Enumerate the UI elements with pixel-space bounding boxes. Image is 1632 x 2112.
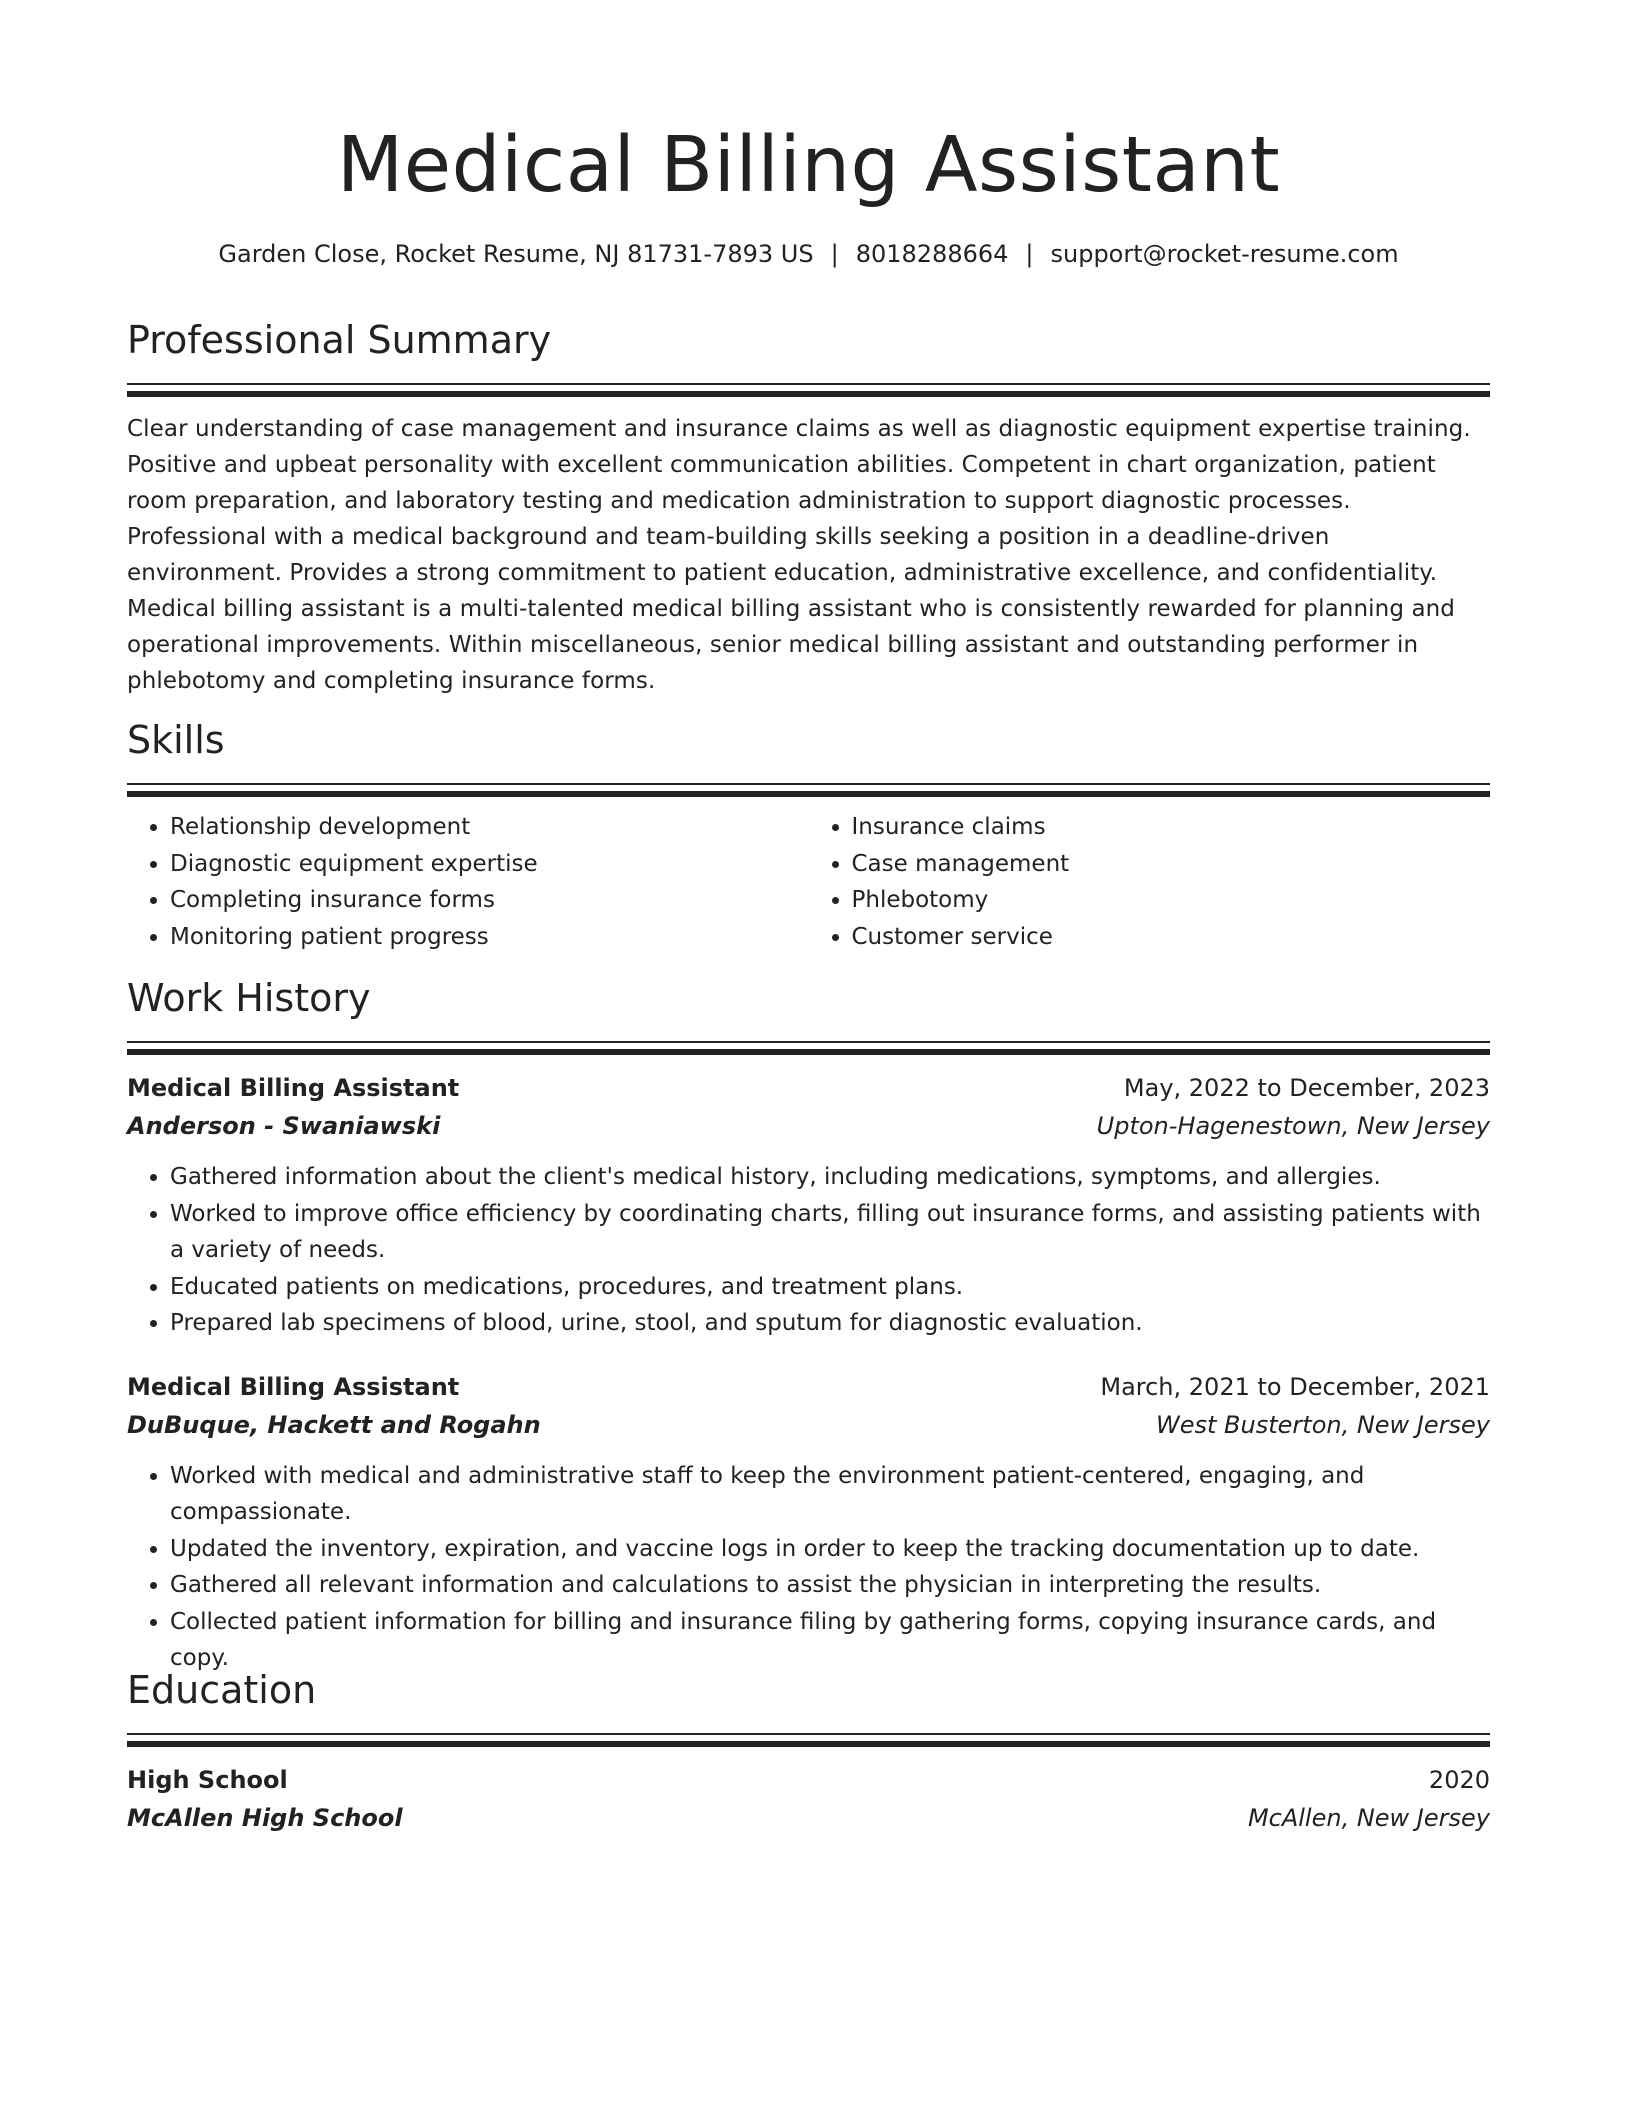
contact-line <box>127 238 1490 270</box>
job-subheader <box>127 1107 1490 1145</box>
job-dates: May, 2022 to December, 2023 <box>1123 1074 1490 1102</box>
education-entry <box>127 1761 1490 1837</box>
education-section <box>127 1665 1490 1837</box>
skill-item: • Monitoring patient progress <box>170 919 809 956</box>
job-bullet: • Gathered all relevant information and calculations to assist the physician in interpreting the results. <box>170 1567 1490 1604</box>
summary-text: Clear understanding of case management and insurance claims as well as diagnostic equipment expertise training. Positive and upbeat personality with excellent communication abilities. Competent in chart organization, patient room preparation, and laboratory testing and medication administration to support diagnostic processes. Professional with a medical background and team-building skills seeking a position in a deadline-driven environment. Provides a strong commitment to patient education, administrative excellence, and confidentiality. Medical billing assistant is a multi-talented medical billing assistant who is consistently rewarded for planning and operational improvements. Within miscellaneous, senior medical billing assistant and outstanding performer in phlebotomy and completing insurance forms. <box>127 416 1471 694</box>
skills-column-right <box>809 809 1491 955</box>
resume-name: Medical Billing Assistant <box>336 121 1281 210</box>
education-school: McAllen High School <box>127 1804 403 1832</box>
section-divider <box>127 391 1490 397</box>
education-header <box>127 1761 1490 1799</box>
skill-item: • Diagnostic equipment expertise <box>170 846 809 883</box>
job-bullet: • Worked with medical and administrative staff to keep the environment patient-centered, engaging, and compassionate. <box>170 1458 1490 1531</box>
work-history-heading: Work History <box>127 976 371 1020</box>
education-subheader <box>127 1799 1490 1837</box>
education-year: 2020 <box>1428 1766 1490 1794</box>
contact-separator: | <box>830 240 839 268</box>
summary-heading: Professional Summary <box>127 318 552 362</box>
job-subheader <box>127 1406 1490 1444</box>
job-bullet: • Updated the inventory, expiration, and vaccine logs in order to keep the tracking documentation up to date. <box>170 1531 1490 1568</box>
skill-item: • Case management <box>852 846 1491 883</box>
section-divider <box>127 1733 1490 1735</box>
section-divider <box>127 783 1490 785</box>
section-divider <box>127 791 1490 797</box>
skills-column-left <box>127 809 809 955</box>
job-entry <box>127 1368 1490 1677</box>
skill-item: • Phlebotomy <box>852 882 1491 919</box>
job-bullets <box>127 1159 1490 1342</box>
job-bullets <box>127 1458 1490 1677</box>
education-heading: Education <box>127 1668 317 1712</box>
skill-item: • Completing insurance forms <box>170 882 809 919</box>
job-location: Upton-Hagenestown, New Jersey <box>1096 1112 1490 1140</box>
contact-separator: | <box>1025 240 1034 268</box>
job-company: DuBuque, Hackett and Rogahn <box>127 1410 541 1439</box>
work-history-section <box>127 973 1490 1677</box>
education-location: McAllen, New Jersey <box>1247 1804 1490 1832</box>
skill-item: • Relationship development <box>170 809 809 846</box>
skill-item: • Insurance claims <box>852 809 1491 846</box>
contact-phone: 8018288664 <box>855 240 1009 268</box>
job-header <box>127 1368 1490 1406</box>
job-bullet: • Worked to improve office efficiency by coordinating charts, filling out insurance forms, and assisting patients with a variety of needs. <box>170 1196 1490 1269</box>
job-bullet: • Prepared lab specimens of blood, urine, stool, and sputum for diagnostic evaluation. <box>170 1305 1490 1342</box>
job-title: Medical Billing Assistant <box>127 1372 460 1401</box>
section-divider <box>127 383 1490 385</box>
job-title: Medical Billing Assistant <box>127 1074 460 1102</box>
skill-item: • Customer service <box>852 919 1491 956</box>
contact-address: Garden Close, Rocket Resume, NJ 81731-7893 US <box>218 240 814 268</box>
education-degree: High School <box>127 1766 288 1794</box>
job-company: Anderson - Swaniawski <box>127 1112 441 1140</box>
job-bullet: • Educated patients on medications, procedures, and treatment plans. <box>170 1269 1490 1306</box>
section-divider <box>127 1049 1490 1055</box>
contact-email: support@rocket-resume.com <box>1050 240 1399 268</box>
section-divider <box>127 1741 1490 1747</box>
job-bullet: • Gathered information about the client's medical history, including medications, symptoms, and allergies. <box>170 1159 1490 1196</box>
skills-section <box>127 715 1490 955</box>
job-location: West Busterton, New Jersey <box>1156 1410 1490 1439</box>
job-entry <box>127 1069 1490 1342</box>
job-bullet: • Collected patient information for billing and insurance filing by gathering forms, copying insurance cards, and copy. <box>170 1604 1490 1677</box>
skills-heading: Skills <box>127 718 225 762</box>
job-header <box>127 1069 1490 1107</box>
job-dates: March, 2021 to December, 2021 <box>1100 1372 1490 1401</box>
section-divider <box>127 1041 1490 1043</box>
summary-section <box>127 315 1490 699</box>
skills-list <box>127 809 1490 955</box>
